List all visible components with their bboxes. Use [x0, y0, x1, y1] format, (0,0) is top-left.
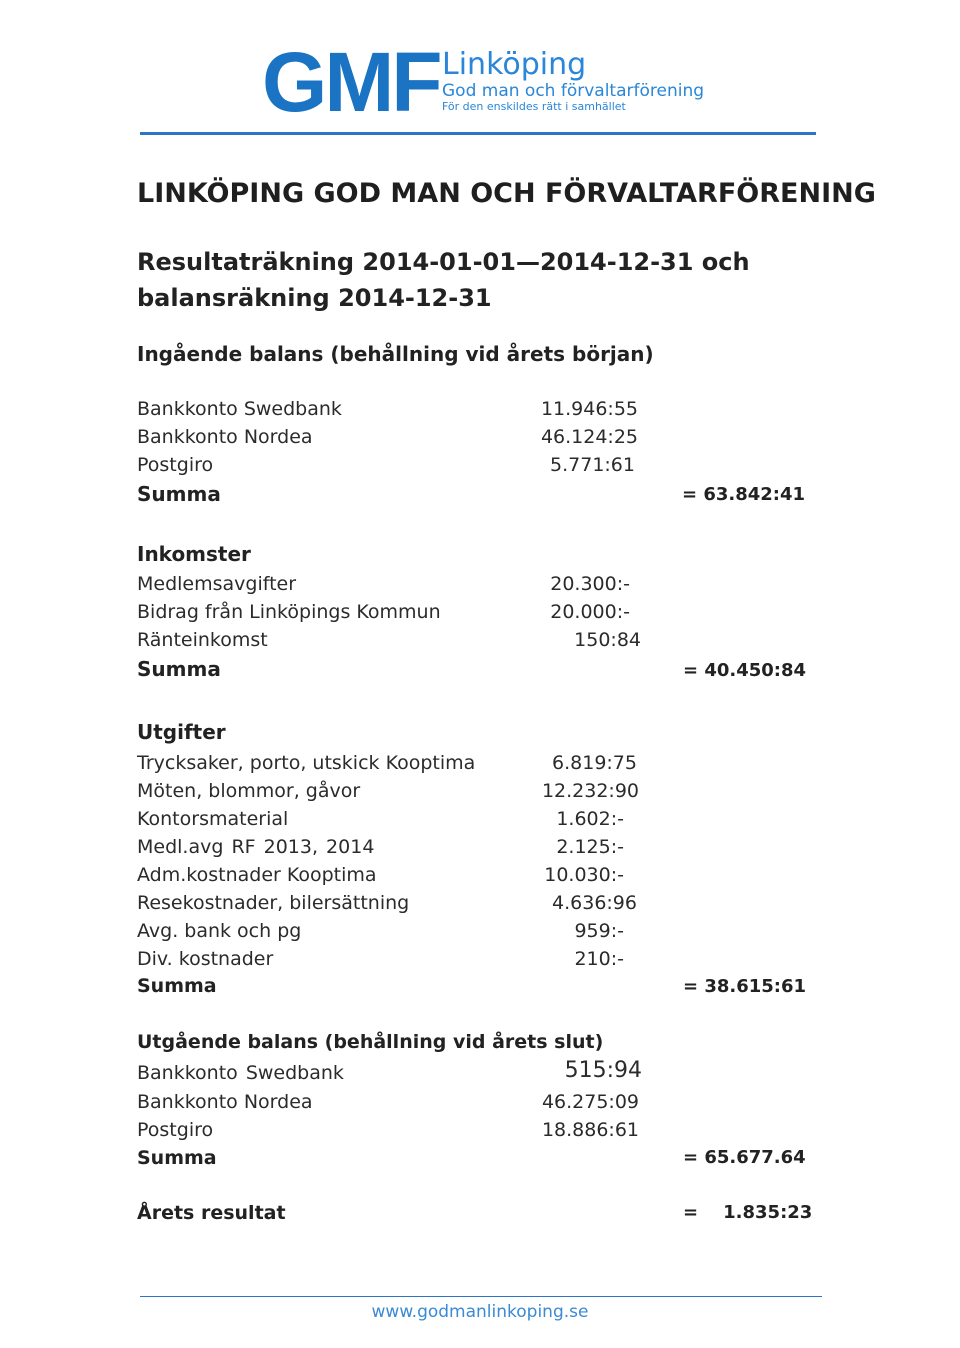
income-item-label: Ränteinkomst: [137, 629, 268, 651]
income-item-label: Bidrag från Linköpings Kommun: [137, 601, 441, 623]
logo-mark: GMF: [262, 35, 440, 129]
closing-item-amount: 18.886:61: [541, 1119, 639, 1141]
closing-item-label: Bankkonto Nordea: [137, 1091, 313, 1113]
expense-item-label: Adm.kostnader Kooptima: [137, 864, 377, 886]
expenses-heading: Utgifter: [137, 720, 226, 744]
expense-item-amount: 1.602:-: [556, 808, 624, 830]
income-heading: Inkomster: [137, 542, 251, 566]
expense-item-label: Medl.avg RF 2013, 2014: [137, 836, 375, 858]
expense-item-amount: 12.232:90: [541, 780, 639, 802]
closing-balance-heading: Utgående balans (behållning vid årets slut): [137, 1031, 604, 1053]
opening-item-label: Postgiro: [137, 454, 214, 476]
logo-tagline: För den enskildes rätt i samhället: [442, 100, 626, 113]
income-sum-label: Summa: [137, 657, 221, 681]
expense-item-amount: 959:-: [574, 920, 624, 942]
header-divider: [140, 132, 816, 135]
opening-item-label: Bankkonto Nordea: [137, 426, 313, 448]
expense-item-label: Div. kostnader: [137, 948, 274, 970]
closing-item-label: Bankkonto Swedbank: [137, 1062, 344, 1084]
closing-sum-value: = 65.677.64: [683, 1147, 806, 1168]
income-sum-value: = 40.450:84: [683, 660, 807, 681]
report-heading-line1: Resultaträkning 2014-01-01—2014-12-31 och: [137, 248, 750, 276]
closing-item-amount: 46.275:09: [541, 1091, 639, 1113]
opening-sum-label: Summa: [137, 482, 221, 506]
expenses-sum-label: Summa: [137, 975, 217, 997]
closing-sum-label: Summa: [137, 1147, 217, 1169]
expense-item-amount: 210:-: [574, 948, 624, 970]
expense-item-label: Kontorsmaterial: [137, 808, 289, 830]
expense-item-label: Trycksaker, porto, utskick Kooptima: [137, 752, 476, 774]
opening-item-label: Bankkonto Swedbank: [137, 398, 342, 420]
closing-item-label: Postgiro: [137, 1119, 214, 1141]
opening-item-amount: 5.771:61: [550, 454, 635, 476]
opening-item-amount: 46.124:25: [540, 426, 638, 448]
opening-balance-heading: Ingående balans (behållning vid årets början): [137, 342, 654, 366]
footer-divider: [140, 1296, 822, 1297]
income-item-amount: 150:84: [574, 629, 641, 651]
expense-item-amount: 4.636:96: [552, 892, 637, 914]
expense-item-label: Möten, blommor, gåvor: [137, 780, 361, 802]
income-item-amount: 20.000:-: [550, 601, 630, 623]
footer-website-link[interactable]: www.godmanlinkoping.se: [371, 1302, 589, 1322]
income-item-label: Medlemsavgifter: [137, 573, 297, 595]
page-title: LINKÖPING GOD MAN OCH FÖRVALTARFÖRENING: [137, 178, 876, 209]
expense-item-label: Resekostnader, bilersättning: [137, 892, 410, 914]
expense-item-amount: 10.030:-: [544, 864, 624, 886]
expense-item-label: Avg. bank och pg: [137, 920, 302, 942]
income-item-amount: 20.300:-: [550, 573, 630, 595]
opening-sum-value: = 63.842:41: [682, 484, 806, 505]
closing-item-amount: 515:94: [564, 1058, 642, 1083]
logo-subtitle: God man och förvaltarförening: [442, 81, 705, 101]
expense-item-amount: 2.125:-: [556, 836, 624, 858]
expense-item-amount: 6.819:75: [552, 752, 637, 774]
year-result-label: Årets resultat: [137, 1202, 286, 1224]
logo-city: Linköping: [442, 47, 587, 82]
year-result-value: = 1.835:23: [683, 1202, 813, 1223]
expenses-sum-value: = 38.615:61: [683, 976, 807, 997]
opening-item-amount: 11.946:55: [540, 398, 638, 420]
report-heading-line2: balansräkning 2014-12-31: [137, 284, 492, 312]
